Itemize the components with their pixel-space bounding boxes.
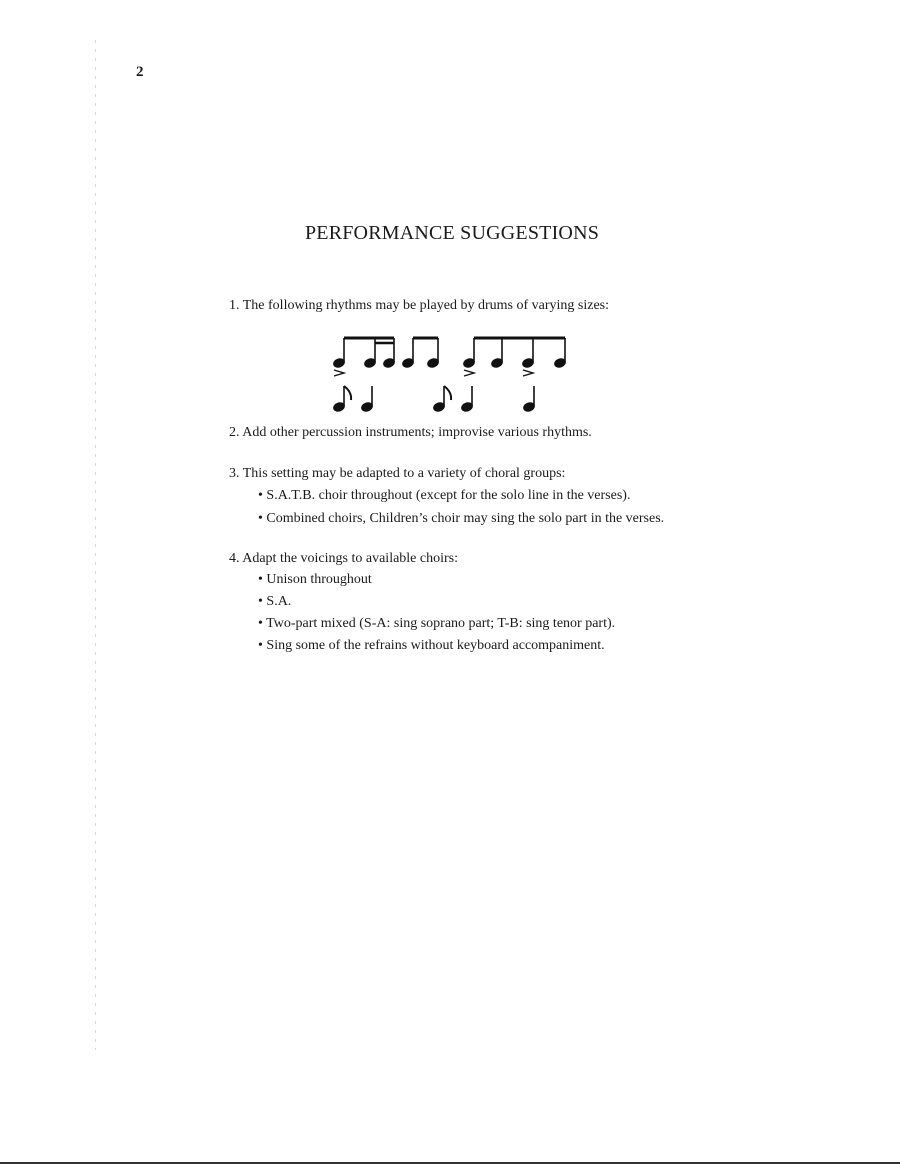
suggestion-2: 2. Add other percussion instruments; improvise various rhythms.	[229, 425, 592, 440]
suggestion-4-bullet-2: • S.A.	[258, 594, 292, 609]
suggestion-3: 3. This setting may be adapted to a variety of choral groups:	[229, 466, 566, 481]
scan-margin-line	[95, 40, 96, 1050]
suggestion-3-bullet-1: • S.A.T.B. choir throughout (except for the solo line in the verses).	[258, 488, 631, 503]
page-title: PERFORMANCE SUGGESTIONS	[304, 222, 600, 244]
suggestion-4: 4. Adapt the voicings to available choirs:	[229, 551, 459, 566]
page-number: 2	[136, 64, 144, 80]
rhythm-notation-icon	[322, 328, 582, 416]
suggestion-4-bullet-3: • Two-part mixed (S-A: sing soprano part; T-B: sing tenor part).	[258, 616, 616, 631]
suggestion-1: 1. The following rhythms may be played by drums of varying sizes:	[229, 298, 610, 313]
suggestion-4-bullet-1: • Unison throughout	[258, 572, 372, 587]
suggestion-3-bullet-2: • Combined choirs, Children’s choir may sing the solo part in the verses.	[258, 511, 665, 526]
suggestion-4-bullet-4: • Sing some of the refrains without keyboard accompaniment.	[258, 638, 605, 653]
